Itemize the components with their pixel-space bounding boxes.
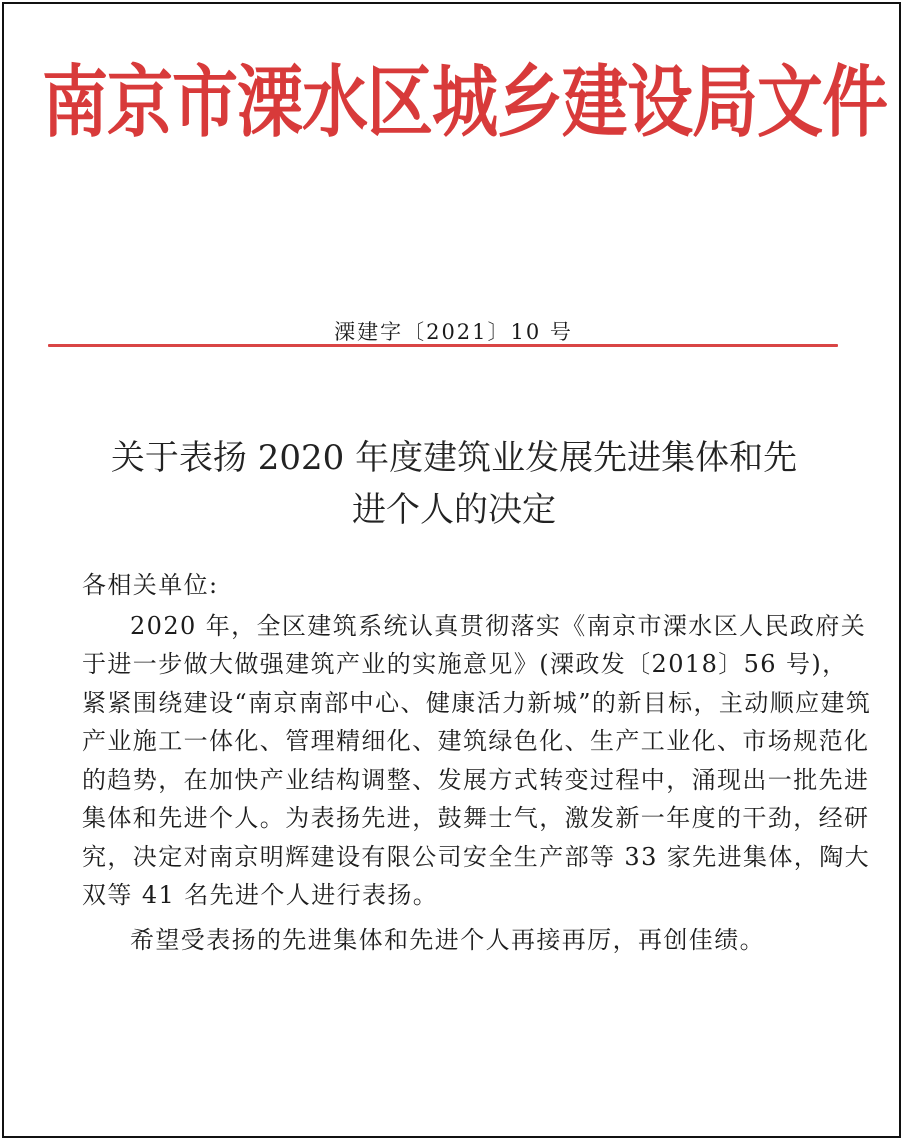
- document-number: 溧建字〔2021〕10 号: [334, 320, 573, 344]
- red-divider-line: [48, 344, 838, 347]
- body-paragraph-1: 2020 年，全区建筑系统认真贯彻落实《南京市溧水区人民政府关于进一步做大做强建筑产业的实施意见》(溧政发〔2018〕56 号)，紧紧围绕建设“南京南部中心、健康活力新城”的新目标，主动顺应建筑产业施工一体化、管理精细化、建筑绿色化、生产工业化、市场规范化的趋势，在加快产业结构调整、发展方式转变过程中，涌现出一批先进集体和先进个人。为表扬先进，鼓舞士气，激发新一年度的干劲，经研究，决定对南京明辉建设有限公司安全生产部等 33 家先进集体，陶大双等 41 名先进个人进行表扬。: [82, 611, 872, 909]
- decision-title-line1: 关于表扬 2020 年度建筑业发展先进集体和先: [110, 438, 798, 478]
- decision-title: [64, 432, 844, 536]
- body-paragraph-2: 希望受表扬的先进集体和先进个人再接再厉，再创佳绩。: [130, 925, 765, 954]
- decision-title-line2: 进个人的决定: [352, 490, 556, 530]
- document-page: [2, 2, 901, 1138]
- salutation: 各相关单位:: [82, 571, 219, 599]
- agency-header-title: 南京市溧水区城乡建设局文件: [42, 56, 887, 149]
- document-body: [82, 566, 872, 959]
